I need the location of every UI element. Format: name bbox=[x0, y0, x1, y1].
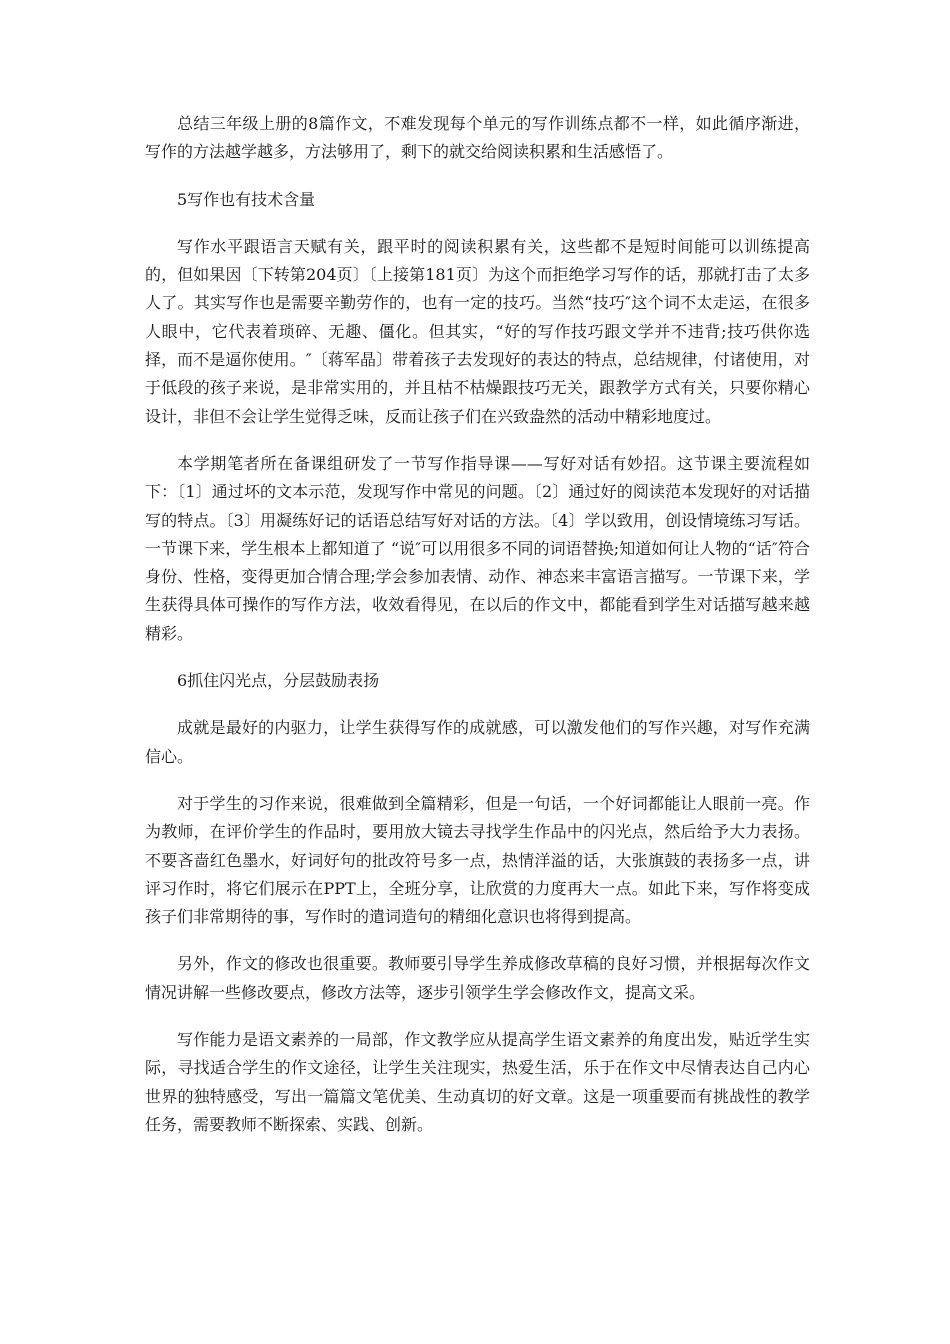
paragraph-dialogue-lesson: 本学期笔者所在备课组研发了一节写作指导课——写好对话有妙招。这节课主要流程如下：〔1〕通过坏的文本示范，发现写作中常见的问题。〔2〕通过好的阅读范本发现好的对话描写的特点。〔3〕用凝练好记的话语总结写好对话的方法。〔4〕学以致用，创设情境练习写话。一节课下来，学生根本上都知道了 “说″可以用很多不同的词语替换;知道如何让人物的“话″符合身份、性格，变得更加合情合理;学会参加表情、动作、神态来丰富语言描写。一节课下来，学生获得具体可操作的写作方法，收效看得见，在以后的作文中，都能看到学生对话描写越来越精彩。 bbox=[145, 453, 810, 643]
paragraph-writing-technique: 写作水平跟语言天赋有关，跟平时的阅读积累有关，这些都不是短时间能可以训练提高的，但如果因〔下转第204页〕〔上接第181页〕为这个而拒绝学习写作的话，那就打击了太多人了。其实写作也是需要辛勤劳作的，也有一定的技巧。当然“技巧″这个词不太走运，在很多人眼中，它代表着琐碎、无趣、僵化。但其实，“好的写作技巧跟文学并不违背;技巧供你选择，而不是逼你使用。″〔蒋军晶〕带着孩子去发现好的表达的特点，总结规律，付诸使用，对于低段的孩子来说，是非常实用的，并且枯不枯燥跟技巧无关，跟教学方式有关，只要你精心设计，非但不会让学生觉得乏味，反而让孩子们在兴致盎然的活动中精彩地度过。 bbox=[145, 236, 810, 426]
paragraph-conclusion: 写作能力是语文素养的一局部，作文教学应从提高学生语文素养的角度出发，贴近学生实际，寻找适合学生的作文途径，让学生关注现实，热爱生活，乐于在作文中尽情表达自己内心世界的独特感受，写出一篇篇文笔优美、生动真切的好文章。这是一项重要而有挑战性的教学任务，需要教师不断探索、实践、创新。 bbox=[145, 1030, 810, 1134]
paragraph-revision: 另外，作文的修改也很重要。教师要引导学生养成修改草稿的良好习惯，并根据每次作文情况讲解一些修改要点，修改方法等，逐步引领学生学会修改作文，提高文采。 bbox=[145, 954, 810, 1002]
document-page bbox=[145, 110, 810, 1158]
paragraph-praise: 对于学生的习作来说，很难做到全篇精彩，但是一句话，一个好词都能让人眼前一亮。作为教师，在评价学生的作品时，要用放大镜去寻找学生作品中的闪光点，然后给予大力表扬。不要吝啬红色墨水，好词好句的批改符号多一点，热情洋溢的话，大张旗鼓的表扬多一点，讲评习作时，将它们展示在PPT上，全班分享，让欣赏的力度再大一点。如此下来，写作将变成孩子们非常期待的事，写作时的遣词造句的精细化意识也将得到提高。 bbox=[145, 793, 810, 927]
section-heading-6: 6抓住闪光点，分层鼓励表扬 bbox=[177, 671, 380, 691]
section-heading-5: 5写作也有技术含量 bbox=[177, 189, 316, 209]
paragraph-motivation: 成就是最好的内驱力，让学生获得写作的成就感，可以激发他们的写作兴趣，对写作充满信心。 bbox=[145, 718, 810, 766]
paragraph-summary: 总结三年级上册的8篇作文，不难发现每个单元的写作训练点都不一样，如此循序渐进，写作的方法越学越多，方法够用了，剩下的就交给阅读积累和生活感悟了。 bbox=[145, 114, 810, 162]
